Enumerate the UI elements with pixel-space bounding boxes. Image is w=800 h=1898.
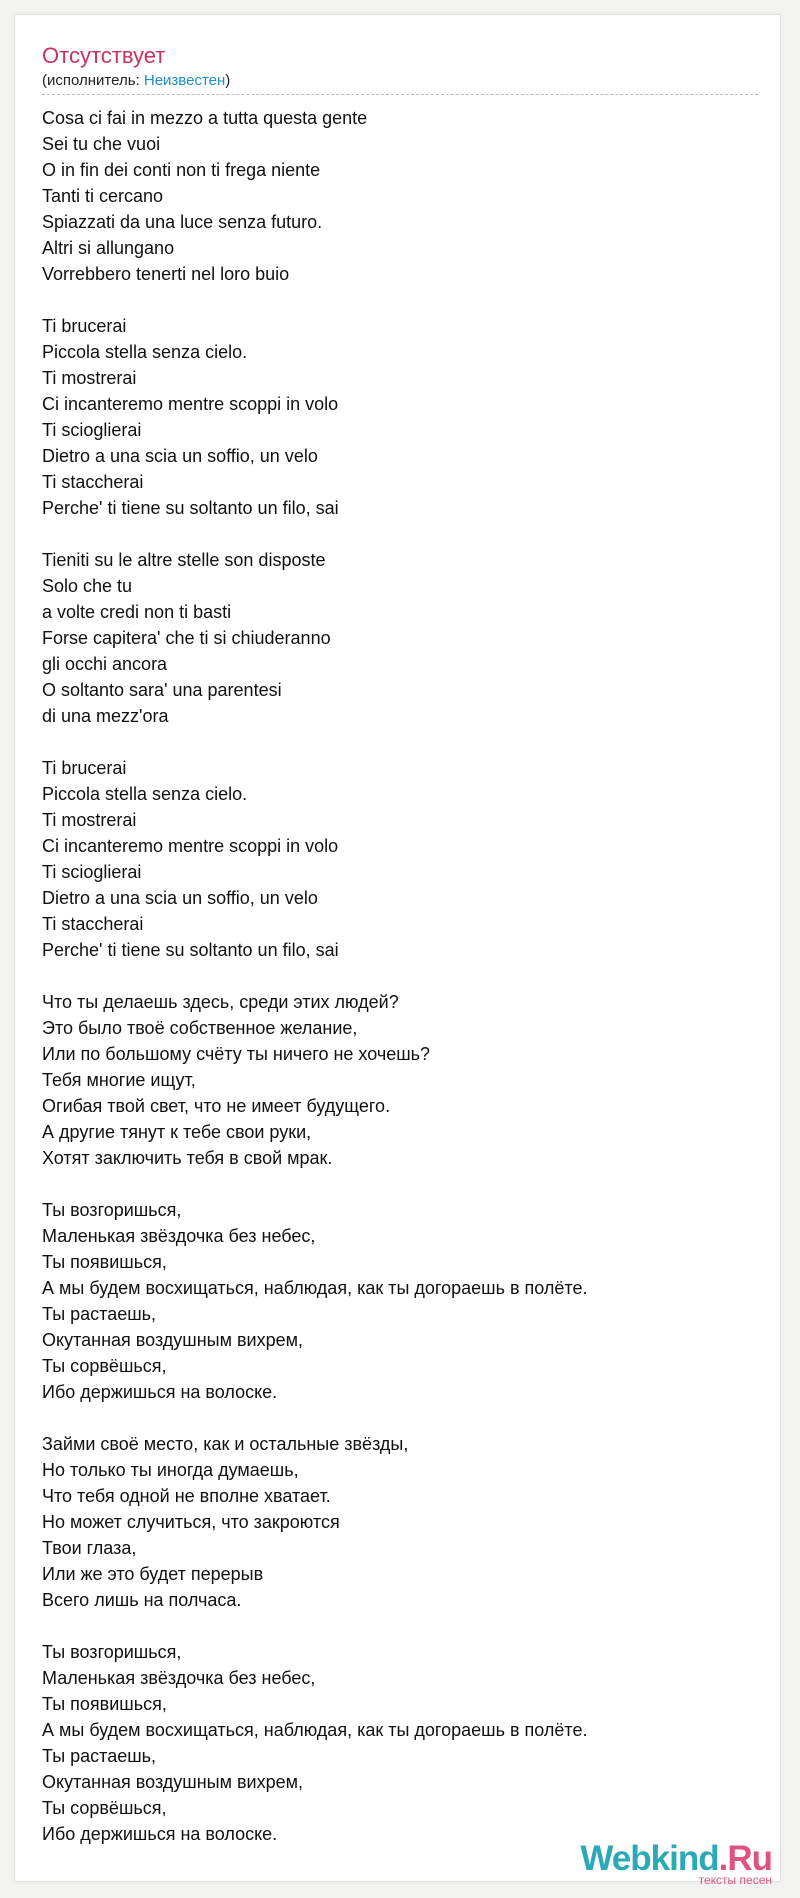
lyric-line: Маленькая звёздочка без небес, (42, 1226, 316, 1246)
lyric-line: gli occhi ancora (42, 654, 168, 674)
lyric-line: Или по большому счёту ты ничего не хочешь? (42, 1044, 431, 1064)
lyric-line: Это было твоё собственное желание, (42, 1018, 358, 1038)
lyric-line: Огибая твой свет, что не имеет будущего. (42, 1096, 391, 1116)
lyric-line: Займи своё место, как и остальные звёзды, (42, 1434, 409, 1454)
lyric-line: a volte credi non ti basti (42, 602, 232, 622)
lyric-line: Ибо держишься на волоске. (42, 1824, 278, 1844)
lyric-line: Ti staccherai (42, 914, 144, 934)
lyric-line: Окутанная воздушным вихрем, (42, 1330, 304, 1350)
lyric-line: Но может случиться, что закроются (42, 1512, 340, 1532)
lyric-line: Ti mostrerai (42, 810, 137, 830)
lyric-line: Cosa ci fai in mezzo a tutta questa gente (42, 108, 368, 128)
lyric-line: Ты растаешь, (42, 1304, 157, 1324)
lyric-line: Tanti ti cercano (42, 186, 164, 206)
lyric-line: Dietro a una scia un soffio, un velo (42, 446, 318, 466)
artist-prefix: (исполнитель: (42, 72, 144, 89)
lyric-line: Perche' ti tiene su soltanto un filo, sai (42, 498, 339, 518)
stanza-break (42, 1613, 758, 1639)
lyric-line: Dietro a una scia un soffio, un velo (42, 888, 318, 908)
lyric-line: O in fin dei conti non ti frega niente (42, 160, 321, 180)
lyric-line: Ti brucerai (42, 758, 127, 778)
lyric-line: Tieniti su le altre stelle son disposte (42, 550, 326, 570)
lyric-line: Forse capitera' che ti si chiuderanno (42, 628, 331, 648)
lyric-line: А другие тянут к тебе свои руки, (42, 1122, 312, 1142)
lyric-line: Ты появишься, (42, 1252, 167, 1272)
logo-tagline: тексты песен (698, 1873, 772, 1887)
lyric-line: Ты возгоришься, (42, 1200, 182, 1220)
lyric-line: Твои глаза, (42, 1538, 137, 1558)
lyric-line: А мы будем восхищаться, наблюдая, как ты догораешь в полёте. (42, 1278, 588, 1298)
lyric-line: Маленькая звёздочка без небес, (42, 1668, 316, 1688)
stanza-break (42, 963, 758, 989)
lyric-line: Что тебя одной не вполне хватает. (42, 1486, 331, 1506)
lyric-line: Piccola stella senza cielo. (42, 342, 248, 362)
lyric-line: Всего лишь на полчаса. (42, 1590, 242, 1610)
lyric-line: Ti brucerai (42, 316, 127, 336)
stanza-break (42, 287, 758, 313)
artist-suffix: ) (225, 72, 231, 89)
lyric-line: Solo che tu (42, 576, 133, 596)
lyric-line: Что ты делаешь здесь, среди этих людей? (42, 992, 399, 1012)
lyric-line: Ибо держишься на волоске. (42, 1382, 278, 1402)
lyric-line: Vorrebbero tenerti nel loro buio (42, 264, 290, 284)
stanza-break (42, 729, 758, 755)
lyric-line: Ti scioglierai (42, 420, 142, 440)
webkind-logo (580, 1840, 772, 1886)
lyric-line: Altri si allungano (42, 238, 175, 258)
lyric-line: А мы будем восхищаться, наблюдая, как ты догораешь в полёте. (42, 1720, 588, 1740)
lyric-line: Ты сорвёшься, (42, 1798, 167, 1818)
song-title: Отсутствует (42, 43, 166, 68)
lyric-line: Ti scioglierai (42, 862, 142, 882)
logo-brand-tld: .Ru (718, 1839, 772, 1878)
lyric-line: Ci incanteremo mentre scoppi in volo (42, 836, 339, 856)
artist-line (42, 72, 230, 90)
lyric-line: Ti mostrerai (42, 368, 137, 388)
lyric-line: Ты появишься, (42, 1694, 167, 1714)
title-divider (42, 94, 758, 95)
lyric-line: Perche' ti tiene su soltanto un filo, sai (42, 940, 339, 960)
lyric-line: Ti staccherai (42, 472, 144, 492)
lyric-line: Ci incanteremo mentre scoppi in volo (42, 394, 339, 414)
stanza-break (42, 1405, 758, 1431)
stanza-break (42, 1171, 758, 1197)
lyric-line: Или же это будет перерыв (42, 1564, 264, 1584)
lyric-line: Piccola stella senza cielo. (42, 784, 248, 804)
logo-brand-main: Webkind (580, 1839, 719, 1878)
lyric-line: Тебя многие ищут, (42, 1070, 196, 1090)
stanza-break (42, 521, 758, 547)
lyric-line: Ты возгоришься, (42, 1642, 182, 1662)
lyric-line: Но только ты иногда думаешь, (42, 1460, 299, 1480)
lyric-line: di una mezz'ora (42, 706, 169, 726)
artist-link[interactable]: Неизвестен (143, 72, 226, 89)
lyrics-text (42, 105, 758, 1847)
lyric-line: Spiazzati da una luce senza futuro. (42, 212, 323, 232)
lyric-line: Ты сорвёшься, (42, 1356, 167, 1376)
lyric-line: Ты растаешь, (42, 1746, 157, 1766)
lyric-line: O soltanto sara' una parentesi (42, 680, 282, 700)
lyric-line: Sei tu che vuoi (42, 134, 161, 154)
lyric-line: Окутанная воздушным вихрем, (42, 1772, 304, 1792)
lyric-line: Хотят заключить тебя в свой мрак. (42, 1148, 333, 1168)
